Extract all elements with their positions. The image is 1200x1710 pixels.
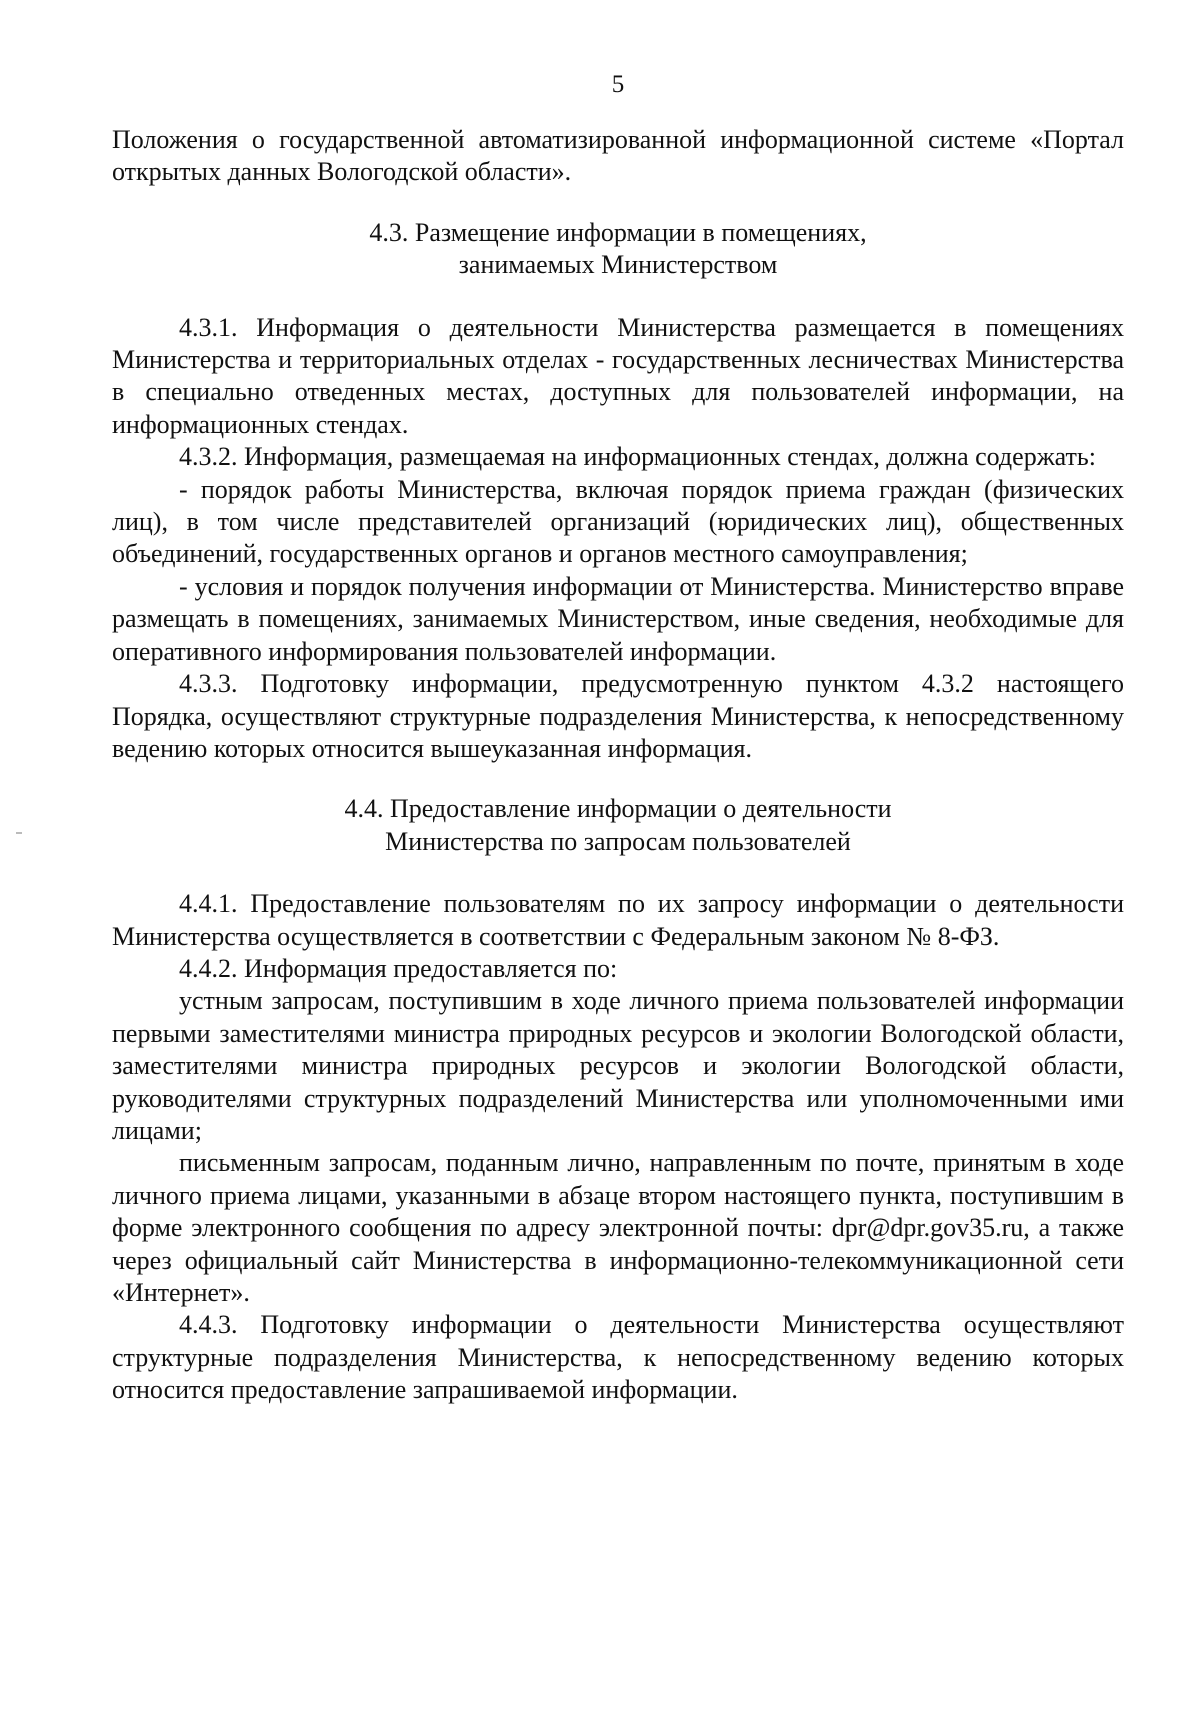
list-item-conditions: - условия и порядок получения информации от Министерства. Министерство вправе размещать в помещениях, занимаемых Министерством, иные сведения, необходимые для оперативного информирования пользователей информации. [112, 571, 1124, 666]
paragraph-4-3-1: 4.3.1. Информация о деятельности Министерства размещается в помещениях Министерства и территориальных отделах - государственных лесничествах Министерства в специально отведенных местах, доступных для пользователей информации, на информационных стендах. [112, 312, 1124, 439]
section-4-4-heading-line2: Министерства по запросам пользователей [385, 826, 851, 856]
paragraph-4-4-1: 4.4.1. Предоставление пользователям по их запросу информации о деятельности Министерства осуществляется в соответствии с Федеральным законом № 8-ФЗ. [112, 889, 1124, 951]
list-item-work-order: - порядок работы Министерства, включая порядок приема граждан (физических лиц), в том числе представителей организаций (юридических лиц), общественных объединений, государственных органов и органов местного самоуправления; [112, 474, 1124, 569]
section-4-4-heading-line1: 4.4. Предоставление информации о деятельности [344, 794, 892, 824]
section-4-3-heading-line1: 4.3. Размещение информации в помещениях, [369, 217, 867, 247]
section-4-3-heading-line2: занимаемых Министерством [458, 250, 778, 280]
section-4-3-heading [112, 217, 1124, 282]
paragraph-written-requests: письменным запросам, поданным лично, направленным по почте, принятым в ходе личного приема лицами, указанными в абзаце втором настоящего пункта, поступившим в форме электронного сообщения по адресу электронной почты: dpr@dpr.gov35.ru, а также через официальный сайт Министерства в информационно-телекоммуникационной сети «Интернет». [112, 1148, 1124, 1307]
paragraph-4-4-2: 4.4.2. Информация предоставляется по: [179, 953, 618, 983]
page-number: 5 [611, 71, 625, 98]
paragraph-4-3-3: 4.3.3. Подготовку информации, предусмотренную пунктом 4.3.2 настоящего Порядка, осуществляют структурные подразделения Министерства, к непосредственному ведению которых относится вышеуказанная информация. [112, 669, 1124, 763]
paragraph-4-4-3: 4.4.3. Подготовку информации о деятельности Министерства осуществляют структурные подразделения Министерства, к непосредственному ведению которых относится предоставление запрашиваемой информации. [112, 1310, 1124, 1405]
paragraph-4-3-2: 4.3.2. Информация, размещаемая на информационных стендах, должна содержать: [179, 442, 1096, 472]
intro-paragraph: Положения о государственной автоматизированной информационной системе «Портал открытых данных Вологодской области». [112, 125, 1124, 187]
scan-mark [16, 832, 22, 834]
paragraph-oral-requests: устным запросам, поступившим в ходе личного приема пользователей информации первыми заместителями министра природных ресурсов и экологии Вологодской области, заместителями министра природных ресурсов и экологии Вологодской области, руководителями структурных подразделений Министерства или уполномоченными ими лицами; [112, 986, 1124, 1145]
section-4-4-heading [112, 793, 1124, 858]
